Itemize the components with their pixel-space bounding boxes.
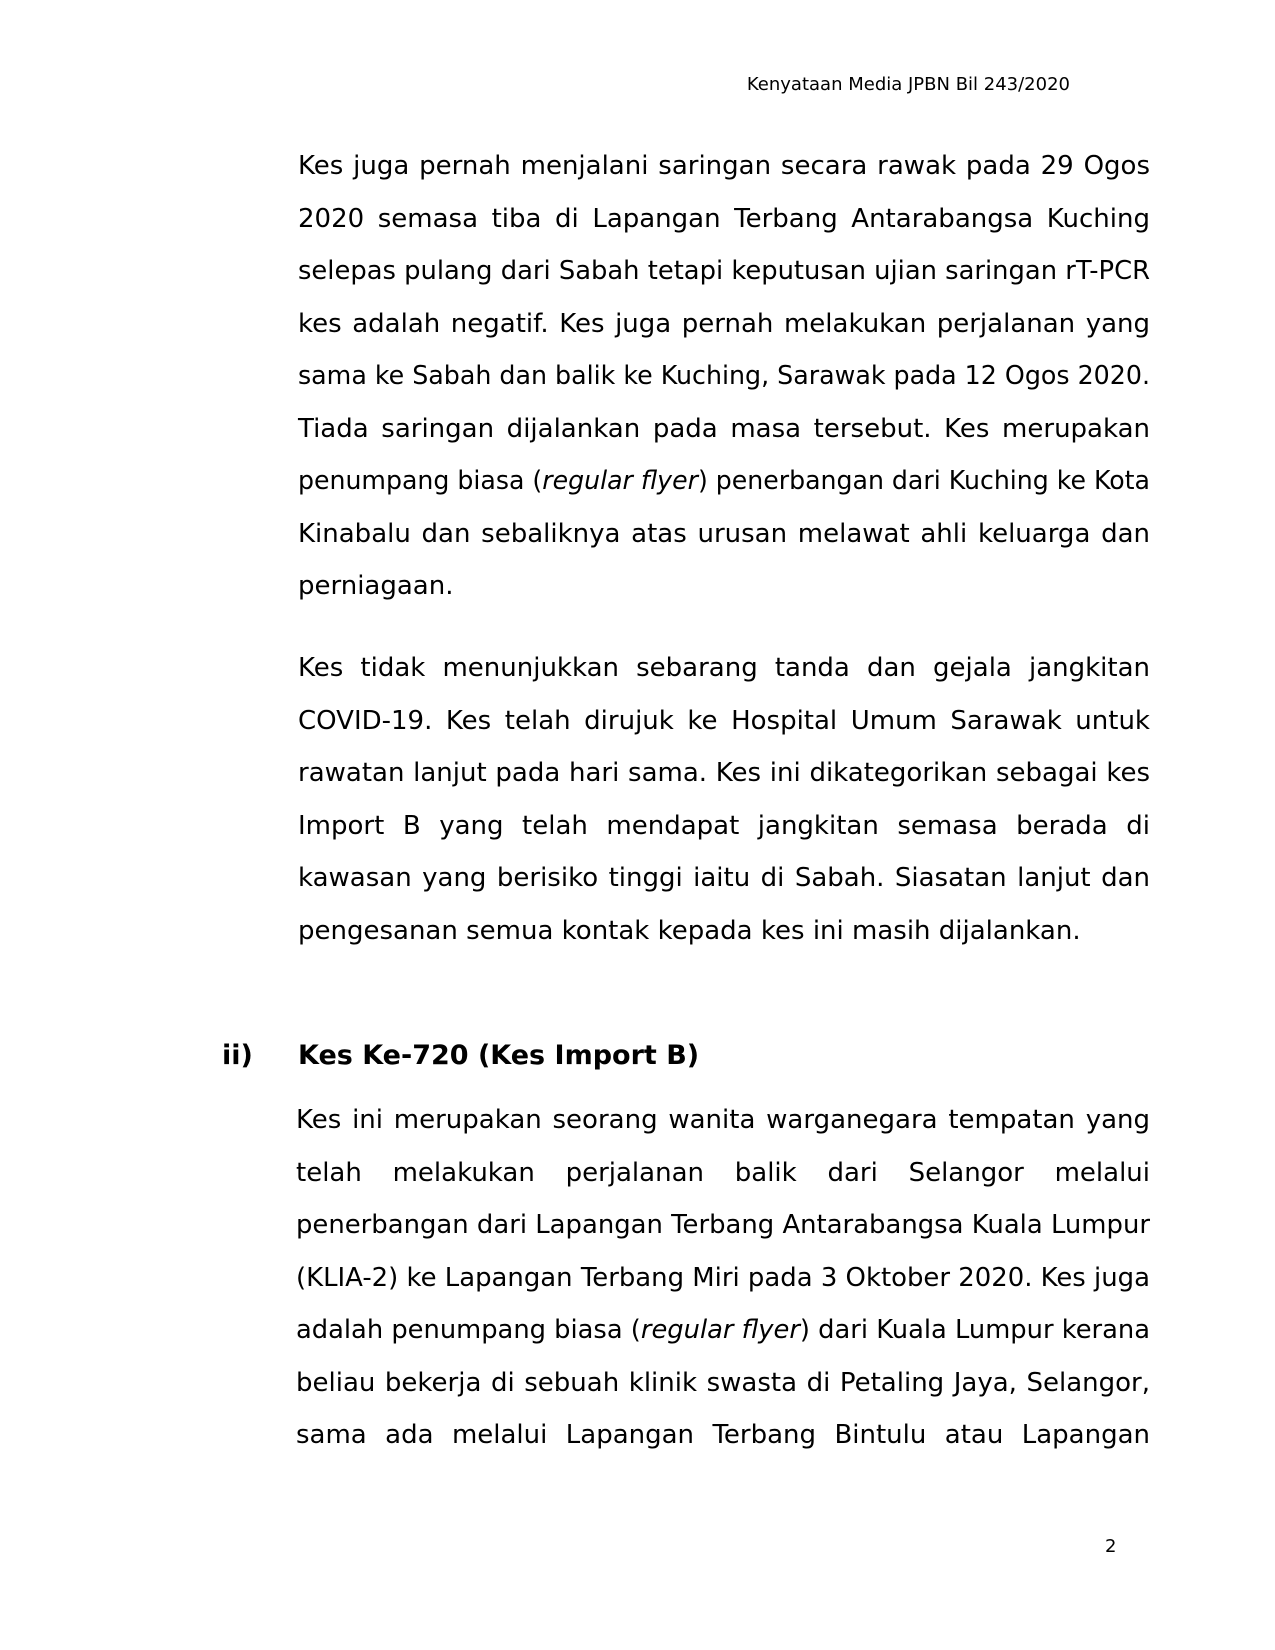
document-reference-header: Kenyataan Media JPBN Bil 243/2020: [746, 74, 1070, 95]
text-line: Tiada saringan dijalankan pada masa tersebut. Kes merupakan: [298, 413, 1150, 444]
text-line: selepas pulang dari Sabah tetapi keputusan ujian saringan rT-PCR: [298, 256, 1150, 286]
italic-term: regular flyer: [640, 1315, 800, 1345]
text-line: rawatan lanjut pada hari sama. Kes ini dikategorikan sebagai kes: [298, 758, 1150, 788]
text-segment: penumpang biasa (: [298, 466, 543, 496]
text-line: [298, 455, 1150, 508]
text-line: [296, 1304, 1150, 1357]
text-line: (KLIA-2) ke Lapangan Terbang Miri pada 3 Oktober 2020. Kes juga: [296, 1262, 1150, 1293]
paragraph-symptoms: [298, 642, 1150, 957]
section-heading: [222, 1040, 699, 1071]
text-segment: adalah penumpang biasa (: [296, 1315, 641, 1345]
text-line: pengesanan semua kontak kepada kes ini masih dijalankan.: [298, 915, 1081, 946]
text-segment: ) penerbangan dari Kuching ke Kota: [697, 466, 1150, 496]
text-line: sama ke Sabah dan balik ke Kuching, Sarawak pada 12 Ogos 2020.: [298, 361, 1150, 391]
text-line: perniagaan.: [298, 571, 454, 601]
section-title: Kes Ke-720 (Kes Import B): [298, 1040, 700, 1071]
text-line: kawasan yang berisiko tinggi iaitu di Sabah. Siasatan lanjut dan: [298, 863, 1150, 893]
section-number: ii): [222, 1040, 253, 1071]
text-line: 2020 semasa tiba di Lapangan Terbang Antarabangsa Kuching: [298, 203, 1150, 234]
text-line: sama ada melalui Lapangan Terbang Bintulu atau Lapangan: [296, 1420, 1150, 1450]
text-line: Kinabalu dan sebaliknya atas urusan melawat ahli keluarga dan: [298, 518, 1150, 549]
text-line: telah melakukan perjalanan balik dari Selangor melalui: [296, 1157, 1150, 1188]
italic-term: regular flyer: [542, 466, 698, 496]
text-line: Import B yang telah mendapat jangkitan semasa berada di: [298, 810, 1150, 841]
text-line: beliau bekerja di sebuah klinik swasta di Petaling Jaya, Selangor,: [296, 1367, 1150, 1398]
page-number: 2: [1105, 1536, 1117, 1557]
text-line: Kes ini merupakan seorang wanita warganegara tempatan yang: [296, 1105, 1150, 1135]
text-segment: ) dari Kuala Lumpur kerana: [799, 1315, 1150, 1345]
paragraph-case-720: [296, 1094, 1150, 1462]
text-line: penerbangan dari Lapangan Terbang Antarabangsa Kuala Lumpur: [296, 1210, 1150, 1240]
paragraph-travel-history: [298, 140, 1150, 613]
text-line: Kes tidak menunjukkan sebarang tanda dan gejala jangkitan: [298, 653, 1150, 683]
text-line: kes adalah negatif. Kes juga pernah melakukan perjalanan yang: [298, 308, 1150, 339]
text-line: Kes juga pernah menjalani saringan secara rawak pada 29 Ogos: [298, 151, 1150, 181]
text-line: COVID-19. Kes telah dirujuk ke Hospital Umum Sarawak untuk: [298, 705, 1150, 736]
